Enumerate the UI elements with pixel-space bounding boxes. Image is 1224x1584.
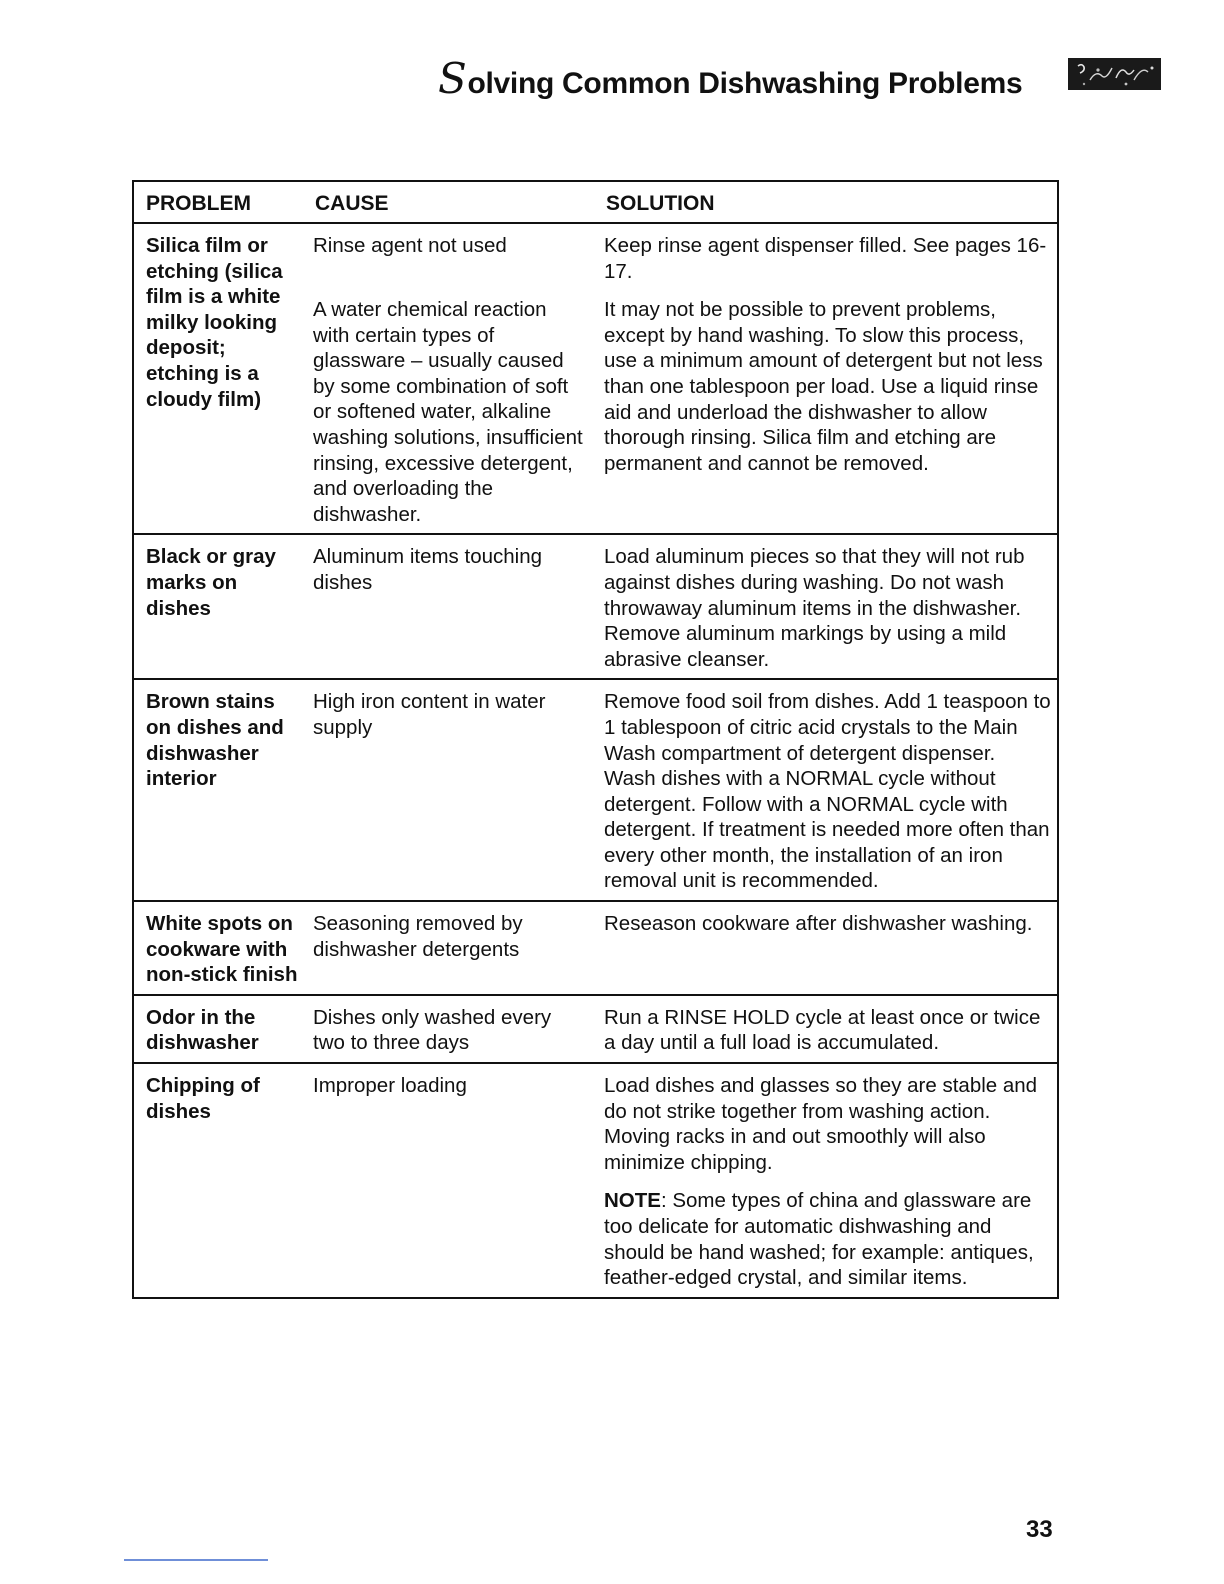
cause-cell: High iron content in water supply bbox=[303, 679, 594, 901]
note-text: : Some types of china and glassware are too delicate for automatic dishwashing and should be hand washed; for example: antiques, feather-edged crystal, and similar items. bbox=[604, 1189, 1034, 1290]
page-title-text: olving Common Dishwashing Problems bbox=[467, 67, 1023, 100]
header-cause: CAUSE bbox=[303, 181, 594, 223]
solution-cell bbox=[594, 223, 1058, 534]
solution-cell: Load aluminum pieces so that they will not rub against dishes during washing. Do not wash throwaway aluminum items in the dishwasher. Remove aluminum markings by using a mild abrasive cleanser. bbox=[594, 534, 1058, 679]
page-title bbox=[438, 53, 1068, 110]
table-row bbox=[133, 995, 1058, 1063]
note-label: NOTE bbox=[604, 1189, 661, 1213]
solution-cell bbox=[594, 1063, 1058, 1298]
note-paragraph bbox=[604, 1188, 1051, 1290]
solution-paragraph: Keep rinse agent dispenser filled. See pages 16-17. bbox=[604, 234, 1047, 283]
solution-paragraph: Load dishes and glasses so they are stable and do not strike together from washing action. Moving racks in and out smoothly will also minimize chipping. bbox=[604, 1074, 1038, 1174]
table-row bbox=[133, 679, 1058, 901]
page-title-initial: S bbox=[438, 53, 467, 103]
cause-cell: Aluminum items touching dishes bbox=[303, 534, 594, 679]
table-row bbox=[133, 534, 1058, 679]
page-number: 33 bbox=[1026, 1516, 1053, 1543]
solution-paragraph: It may not be possible to prevent problems, except by hand washing. To slow this process, use a minimum amount of detergent but not less than one tablespoon per load. Use a liquid rinse aid and underload the dishwasher to allow thorough rinsing. Silica film and etching are permanent and cannot be removed. bbox=[604, 298, 1043, 475]
header-solution: SOLUTION bbox=[594, 181, 1058, 223]
header-problem: PROBLEM bbox=[133, 181, 303, 223]
cause-cell: Seasoning removed by dishwasher detergents bbox=[303, 901, 594, 995]
troubleshooting-table bbox=[132, 180, 1059, 1299]
cause-cell bbox=[303, 223, 594, 534]
cause-paragraph: Rinse agent not used bbox=[313, 234, 507, 257]
table-row bbox=[133, 901, 1058, 995]
problem-cell: Silica film or etching (silica film is a white milky looking deposit; etching is a cloudy film) bbox=[133, 223, 303, 534]
table-row bbox=[133, 1063, 1058, 1298]
problem-cell: Chipping of dishes bbox=[133, 1063, 303, 1298]
problem-cell: Odor in the dishwasher bbox=[133, 995, 303, 1063]
footer-link-underline bbox=[124, 1559, 268, 1561]
problem-cell: Black or gray marks on dishes bbox=[133, 534, 303, 679]
problem-cell: White spots on cookware with non-stick finish bbox=[133, 901, 303, 995]
cause-paragraph: A water chemical reaction with certain types of glassware – usually caused by some combination of soft or softened water, alkaline washing solutions, insufficient rinsing, excessive detergent, and overloading the dishwasher. bbox=[313, 298, 583, 526]
solution-cell: Run a RINSE HOLD cycle at least once or twice a day until a full load is accumulated. bbox=[594, 995, 1058, 1063]
table-header-row bbox=[133, 181, 1058, 223]
cause-cell: Improper loading bbox=[303, 1063, 594, 1298]
section-emblem-icon bbox=[1068, 58, 1161, 90]
cause-cell: Dishes only washed every two to three days bbox=[303, 995, 594, 1063]
solution-cell: Remove food soil from dishes. Add 1 teaspoon to 1 tablespoon of citric acid crystals to the Main Wash compartment of detergent dispenser. Wash dishes with a NORMAL cycle without detergent. Follow with a NORMAL cycle with detergent. If treatment is needed more often than every other month, the installation of an iron removal unit is recommended. bbox=[594, 679, 1058, 901]
table-row bbox=[133, 223, 1058, 534]
solution-cell: Reseason cookware after dishwasher washing. bbox=[594, 901, 1058, 995]
problem-cell: Brown stains on dishes and dishwasher interior bbox=[133, 679, 303, 901]
